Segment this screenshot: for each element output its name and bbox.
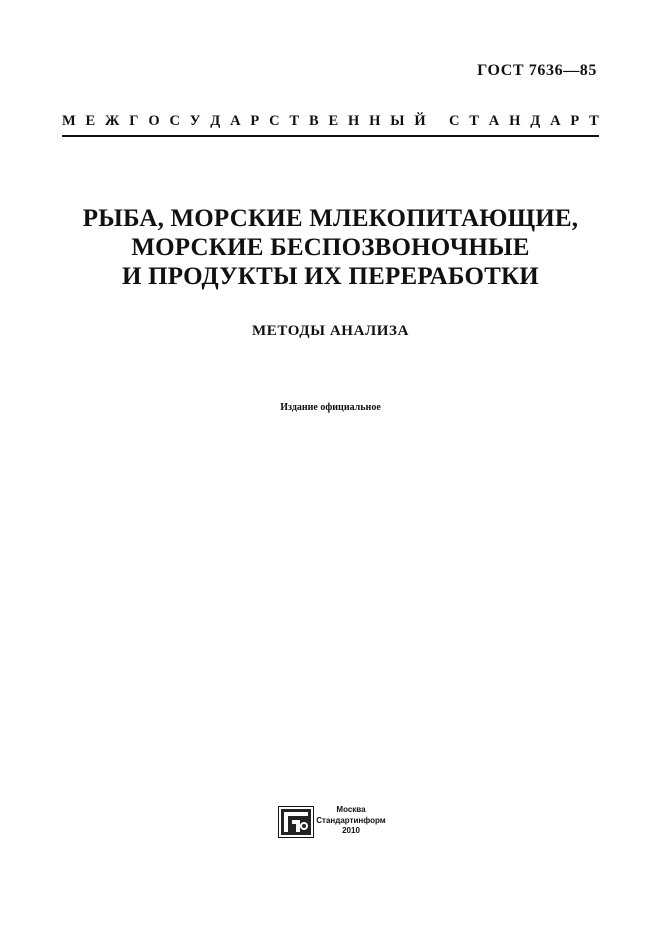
- standard-type-letter: Т: [289, 113, 300, 129]
- standard-type-letter: Д: [530, 113, 541, 129]
- standard-type-letter: Ы: [390, 113, 405, 129]
- standard-type-letter: Р: [250, 113, 260, 129]
- standard-type-letter: Ж: [105, 113, 120, 129]
- standard-type-letter: С: [448, 113, 460, 129]
- standard-type-letter: Т: [469, 113, 479, 129]
- standard-type-letter: Г: [129, 113, 139, 129]
- standard-type-letter: Й: [414, 113, 426, 129]
- title-line-2: МОРСКИЕ БЕСПОЗВОНОЧНЫЕ: [131, 234, 530, 261]
- standard-type-letter: А: [488, 113, 500, 129]
- standard-type-letter: С: [169, 113, 180, 129]
- standard-type-letter: Н: [509, 113, 521, 129]
- standard-type-letter: А: [230, 113, 241, 129]
- standard-type-heading: [62, 113, 599, 130]
- document-code: ГОСТ 7636—85: [477, 62, 597, 79]
- edition-note: Издание официальное: [280, 402, 381, 413]
- title-line-1: РЫБА, МОРСКИЕ МЛЕКОПИТАЮЩИЕ,: [82, 205, 579, 232]
- standard-type-letter: С: [269, 113, 280, 129]
- standard-type-letter: У: [189, 113, 201, 129]
- document-subtitle: МЕТОДЫ АНАЛИЗА: [251, 323, 409, 339]
- publisher-city: Москва: [336, 805, 366, 814]
- standard-type-letter: М: [62, 113, 76, 129]
- standard-type-letter: Е: [328, 113, 339, 129]
- header-divider: [62, 135, 599, 137]
- title-line-3: И ПРОДУКТЫ ИХ ПЕРЕРАБОТКИ: [122, 263, 539, 290]
- standard-type-letter: О: [148, 113, 160, 129]
- standartinform-logo-icon: [278, 806, 314, 838]
- standard-type-letter: Р: [570, 113, 580, 129]
- publisher-name: Стандартинформ: [316, 815, 386, 825]
- standard-type-letter: Е: [85, 113, 96, 129]
- standard-type-letter: А: [550, 113, 561, 129]
- document-title: [40, 204, 621, 291]
- publisher-block: [276, 804, 426, 844]
- standard-type-letter: Т: [589, 113, 599, 129]
- standard-type-letter: Н: [348, 113, 360, 129]
- publisher-year: 2010: [342, 826, 360, 835]
- standard-type-letter: Д: [210, 113, 221, 129]
- standard-type-space: [435, 113, 439, 130]
- publisher-text: [316, 805, 386, 837]
- standard-type-letter: В: [308, 113, 319, 129]
- standard-type-letter: Н: [369, 113, 381, 129]
